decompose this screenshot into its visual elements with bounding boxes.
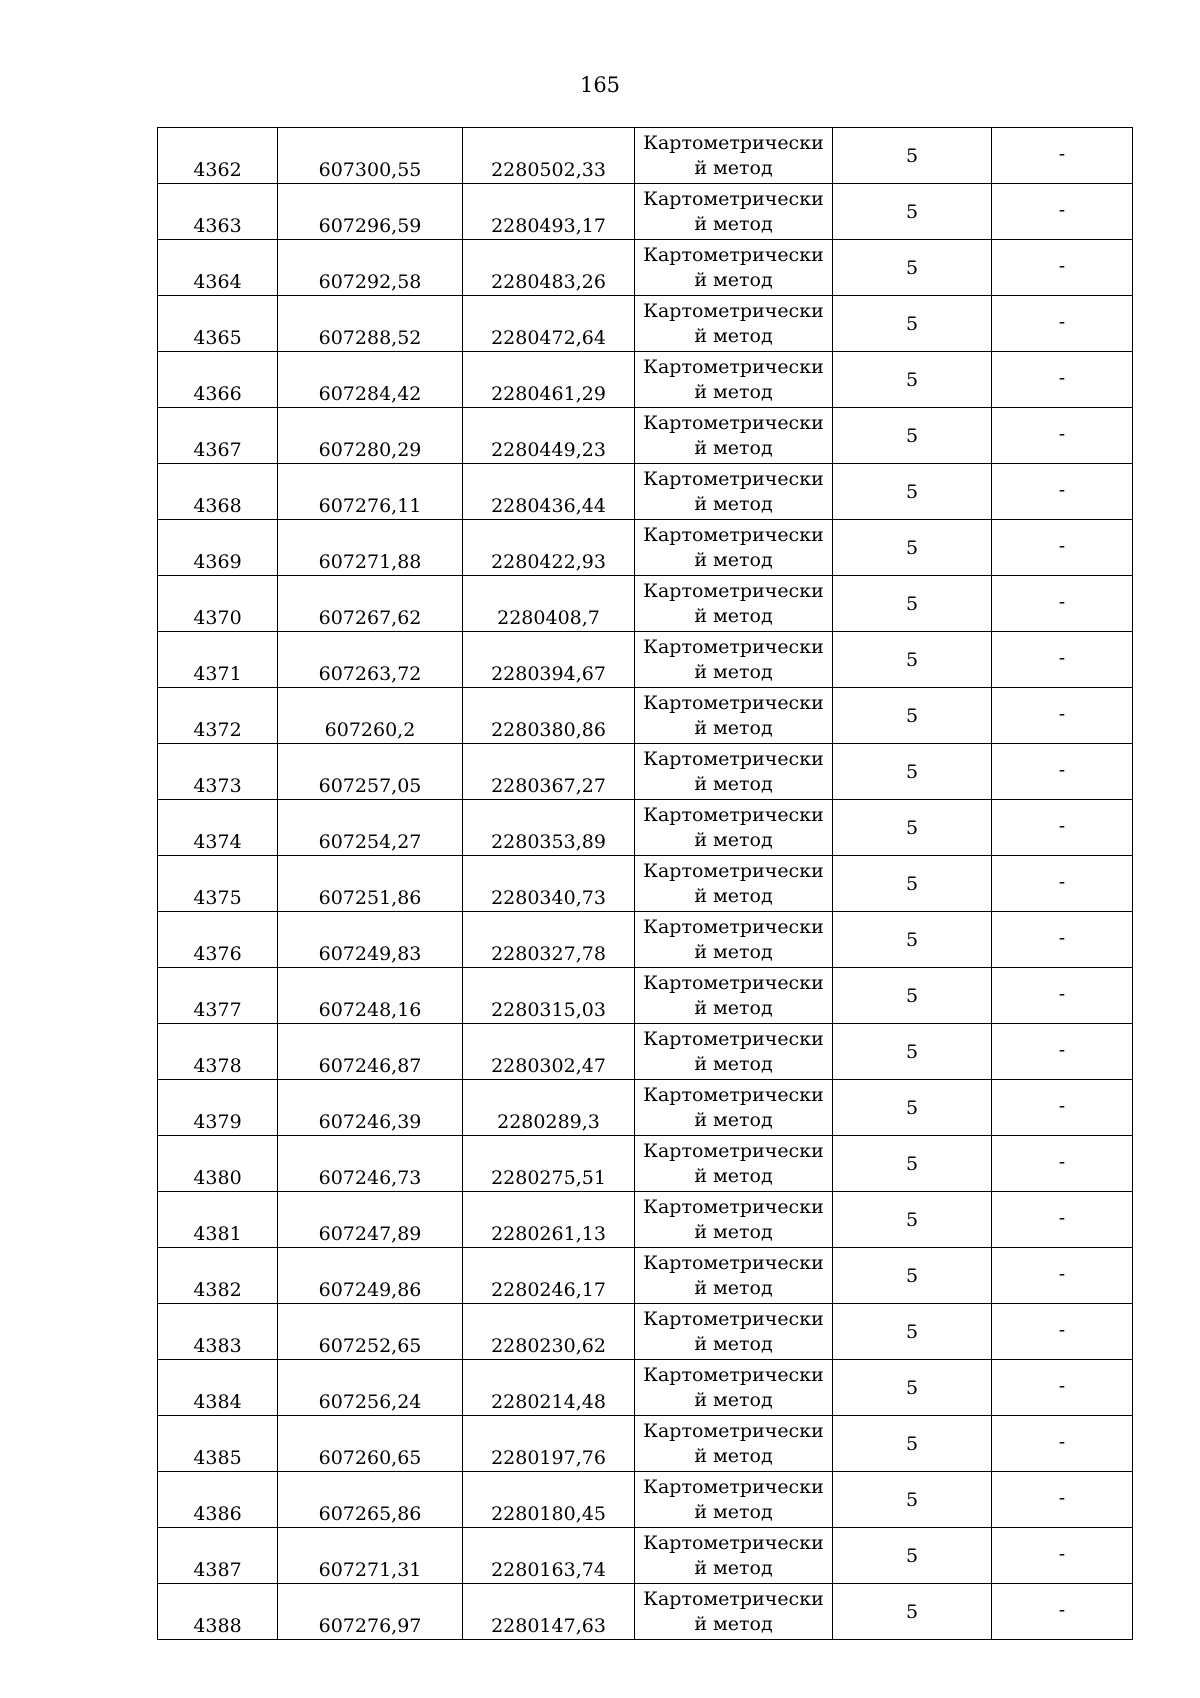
y-coordinate-cell: 2280163,74 xyxy=(463,1528,635,1584)
accuracy-cell: 5 xyxy=(833,1080,992,1136)
y-coordinate-cell: 2280147,63 xyxy=(463,1584,635,1640)
method-line-2: й метод xyxy=(694,380,773,403)
method-line-1: Картометрически xyxy=(643,1307,824,1330)
note-cell: - xyxy=(992,744,1133,800)
x-coordinate-cell: 607248,16 xyxy=(278,968,463,1024)
method-line-2: й метод xyxy=(694,1332,773,1355)
point-number-cell: 4363 xyxy=(158,184,278,240)
method-cell xyxy=(635,464,833,520)
table-row xyxy=(158,1528,1133,1584)
y-coordinate-cell: 2280230,62 xyxy=(463,1304,635,1360)
y-coordinate-cell: 2280461,29 xyxy=(463,352,635,408)
accuracy-cell: 5 xyxy=(833,576,992,632)
method-line-2: й метод xyxy=(694,1444,773,1467)
method-cell xyxy=(635,1024,833,1080)
x-coordinate-cell: 607247,89 xyxy=(278,1192,463,1248)
method-cell xyxy=(635,296,833,352)
x-coordinate-cell: 607265,86 xyxy=(278,1472,463,1528)
accuracy-cell: 5 xyxy=(833,856,992,912)
method-line-2: й метод xyxy=(694,828,773,851)
point-number-cell: 4384 xyxy=(158,1360,278,1416)
method-line-2: й метод xyxy=(694,1388,773,1411)
table-row xyxy=(158,1024,1133,1080)
method-line-1: Картометрически xyxy=(643,1587,824,1610)
method-line-1: Картометрически xyxy=(643,803,824,826)
table-row xyxy=(158,912,1133,968)
note-cell: - xyxy=(992,1584,1133,1640)
point-number-cell: 4364 xyxy=(158,240,278,296)
note-cell: - xyxy=(992,1080,1133,1136)
table-row xyxy=(158,1472,1133,1528)
point-number-cell: 4375 xyxy=(158,856,278,912)
method-line-2: й метод xyxy=(694,156,773,179)
method-line-2: й метод xyxy=(694,604,773,627)
note-cell: - xyxy=(992,856,1133,912)
accuracy-cell: 5 xyxy=(833,968,992,1024)
x-coordinate-cell: 607300,55 xyxy=(278,128,463,184)
y-coordinate-cell: 2280275,51 xyxy=(463,1136,635,1192)
note-cell: - xyxy=(992,1024,1133,1080)
accuracy-cell: 5 xyxy=(833,128,992,184)
accuracy-cell: 5 xyxy=(833,1416,992,1472)
point-number-cell: 4381 xyxy=(158,1192,278,1248)
table-row xyxy=(158,1192,1133,1248)
x-coordinate-cell: 607246,39 xyxy=(278,1080,463,1136)
y-coordinate-cell: 2280422,93 xyxy=(463,520,635,576)
table-row xyxy=(158,128,1133,184)
table-row xyxy=(158,576,1133,632)
table-row xyxy=(158,1360,1133,1416)
method-line-1: Картометрически xyxy=(643,467,824,490)
note-cell: - xyxy=(992,800,1133,856)
method-cell xyxy=(635,856,833,912)
table-row xyxy=(158,1136,1133,1192)
method-line-1: Картометрически xyxy=(643,1083,824,1106)
x-coordinate-cell: 607252,65 xyxy=(278,1304,463,1360)
method-line-2: й метод xyxy=(694,1556,773,1579)
accuracy-cell: 5 xyxy=(833,1248,992,1304)
point-number-cell: 4388 xyxy=(158,1584,278,1640)
x-coordinate-cell: 607249,86 xyxy=(278,1248,463,1304)
x-coordinate-cell: 607251,86 xyxy=(278,856,463,912)
table-row xyxy=(158,1248,1133,1304)
point-number-cell: 4366 xyxy=(158,352,278,408)
method-line-1: Картометрически xyxy=(643,1475,824,1498)
method-cell xyxy=(635,632,833,688)
y-coordinate-cell: 2280214,48 xyxy=(463,1360,635,1416)
x-coordinate-cell: 607256,24 xyxy=(278,1360,463,1416)
point-number-cell: 4367 xyxy=(158,408,278,464)
method-line-1: Картометрически xyxy=(643,243,824,266)
method-cell xyxy=(635,408,833,464)
table-row xyxy=(158,688,1133,744)
method-line-2: й метод xyxy=(694,212,773,235)
method-line-2: й метод xyxy=(694,996,773,1019)
y-coordinate-cell: 2280261,13 xyxy=(463,1192,635,1248)
accuracy-cell: 5 xyxy=(833,632,992,688)
table-row xyxy=(158,1080,1133,1136)
x-coordinate-cell: 607260,2 xyxy=(278,688,463,744)
method-line-1: Картометрически xyxy=(643,1531,824,1554)
y-coordinate-cell: 2280483,26 xyxy=(463,240,635,296)
table-row xyxy=(158,296,1133,352)
point-number-cell: 4385 xyxy=(158,1416,278,1472)
accuracy-cell: 5 xyxy=(833,352,992,408)
method-line-1: Картометрически xyxy=(643,1139,824,1162)
method-line-1: Картометрически xyxy=(643,523,824,546)
table-row xyxy=(158,856,1133,912)
accuracy-cell: 5 xyxy=(833,1584,992,1640)
method-cell xyxy=(635,1080,833,1136)
y-coordinate-cell: 2280289,3 xyxy=(463,1080,635,1136)
method-line-2: й метод xyxy=(694,1276,773,1299)
point-number-cell: 4383 xyxy=(158,1304,278,1360)
x-coordinate-cell: 607296,59 xyxy=(278,184,463,240)
point-number-cell: 4369 xyxy=(158,520,278,576)
point-number-cell: 4379 xyxy=(158,1080,278,1136)
table-row xyxy=(158,520,1133,576)
accuracy-cell: 5 xyxy=(833,296,992,352)
table-row xyxy=(158,352,1133,408)
method-line-2: й метод xyxy=(694,268,773,291)
method-line-1: Картометрически xyxy=(643,299,824,322)
table-row xyxy=(158,408,1133,464)
method-cell xyxy=(635,800,833,856)
note-cell: - xyxy=(992,184,1133,240)
y-coordinate-cell: 2280408,7 xyxy=(463,576,635,632)
y-coordinate-cell: 2280367,27 xyxy=(463,744,635,800)
method-cell xyxy=(635,520,833,576)
accuracy-cell: 5 xyxy=(833,688,992,744)
note-cell: - xyxy=(992,352,1133,408)
method-line-2: й метод xyxy=(694,884,773,907)
method-cell xyxy=(635,1304,833,1360)
method-line-2: й метод xyxy=(694,436,773,459)
accuracy-cell: 5 xyxy=(833,1192,992,1248)
x-coordinate-cell: 607246,87 xyxy=(278,1024,463,1080)
note-cell: - xyxy=(992,912,1133,968)
accuracy-cell: 5 xyxy=(833,184,992,240)
point-number-cell: 4386 xyxy=(158,1472,278,1528)
accuracy-cell: 5 xyxy=(833,1136,992,1192)
method-line-2: й метод xyxy=(694,1612,773,1635)
note-cell: - xyxy=(992,576,1133,632)
x-coordinate-cell: 607271,31 xyxy=(278,1528,463,1584)
note-cell: - xyxy=(992,1416,1133,1472)
method-line-2: й метод xyxy=(694,1052,773,1075)
note-cell: - xyxy=(992,632,1133,688)
note-cell: - xyxy=(992,1136,1133,1192)
x-coordinate-cell: 607271,88 xyxy=(278,520,463,576)
point-number-cell: 4374 xyxy=(158,800,278,856)
method-line-1: Картометрически xyxy=(643,1419,824,1442)
note-cell: - xyxy=(992,240,1133,296)
note-cell: - xyxy=(992,1248,1133,1304)
accuracy-cell: 5 xyxy=(833,1304,992,1360)
method-cell xyxy=(635,352,833,408)
note-cell: - xyxy=(992,464,1133,520)
x-coordinate-cell: 607288,52 xyxy=(278,296,463,352)
method-line-2: й метод xyxy=(694,940,773,963)
x-coordinate-cell: 607292,58 xyxy=(278,240,463,296)
x-coordinate-cell: 607257,05 xyxy=(278,744,463,800)
method-line-1: Картометрически xyxy=(643,691,824,714)
x-coordinate-cell: 607260,65 xyxy=(278,1416,463,1472)
table-body xyxy=(158,128,1133,1640)
table-row xyxy=(158,632,1133,688)
note-cell: - xyxy=(992,128,1133,184)
coordinates-table xyxy=(157,127,1133,1640)
x-coordinate-cell: 607263,72 xyxy=(278,632,463,688)
method-cell xyxy=(635,576,833,632)
method-line-1: Картометрически xyxy=(643,915,824,938)
y-coordinate-cell: 2280340,73 xyxy=(463,856,635,912)
method-line-2: й метод xyxy=(694,1220,773,1243)
y-coordinate-cell: 2280197,76 xyxy=(463,1416,635,1472)
note-cell: - xyxy=(992,296,1133,352)
method-line-1: Картометрически xyxy=(643,1251,824,1274)
point-number-cell: 4365 xyxy=(158,296,278,352)
method-cell xyxy=(635,968,833,1024)
y-coordinate-cell: 2280493,17 xyxy=(463,184,635,240)
method-line-2: й метод xyxy=(694,492,773,515)
accuracy-cell: 5 xyxy=(833,408,992,464)
method-line-2: й метод xyxy=(694,1164,773,1187)
point-number-cell: 4378 xyxy=(158,1024,278,1080)
table-row xyxy=(158,744,1133,800)
method-line-2: й метод xyxy=(694,324,773,347)
note-cell: - xyxy=(992,968,1133,1024)
method-line-2: й метод xyxy=(694,1108,773,1131)
y-coordinate-cell: 2280180,45 xyxy=(463,1472,635,1528)
method-line-1: Картометрически xyxy=(643,1027,824,1050)
accuracy-cell: 5 xyxy=(833,1360,992,1416)
method-line-2: й метод xyxy=(694,660,773,683)
accuracy-cell: 5 xyxy=(833,240,992,296)
table-row xyxy=(158,184,1133,240)
table-row xyxy=(158,1416,1133,1472)
x-coordinate-cell: 607276,97 xyxy=(278,1584,463,1640)
y-coordinate-cell: 2280380,86 xyxy=(463,688,635,744)
point-number-cell: 4372 xyxy=(158,688,278,744)
y-coordinate-cell: 2280353,89 xyxy=(463,800,635,856)
method-cell xyxy=(635,1136,833,1192)
method-cell xyxy=(635,240,833,296)
method-line-1: Картометрически xyxy=(643,187,824,210)
point-number-cell: 4380 xyxy=(158,1136,278,1192)
note-cell: - xyxy=(992,688,1133,744)
table-row xyxy=(158,800,1133,856)
accuracy-cell: 5 xyxy=(833,1472,992,1528)
note-cell: - xyxy=(992,520,1133,576)
x-coordinate-cell: 607254,27 xyxy=(278,800,463,856)
method-cell xyxy=(635,1528,833,1584)
accuracy-cell: 5 xyxy=(833,1528,992,1584)
y-coordinate-cell: 2280436,44 xyxy=(463,464,635,520)
method-cell xyxy=(635,128,833,184)
method-cell xyxy=(635,688,833,744)
accuracy-cell: 5 xyxy=(833,912,992,968)
accuracy-cell: 5 xyxy=(833,520,992,576)
x-coordinate-cell: 607276,11 xyxy=(278,464,463,520)
accuracy-cell: 5 xyxy=(833,1024,992,1080)
x-coordinate-cell: 607280,29 xyxy=(278,408,463,464)
method-cell xyxy=(635,1360,833,1416)
method-cell xyxy=(635,1472,833,1528)
method-line-1: Картометрически xyxy=(643,579,824,602)
note-cell: - xyxy=(992,1472,1133,1528)
point-number-cell: 4376 xyxy=(158,912,278,968)
method-cell xyxy=(635,744,833,800)
accuracy-cell: 5 xyxy=(833,464,992,520)
x-coordinate-cell: 607246,73 xyxy=(278,1136,463,1192)
method-line-1: Картометрически xyxy=(643,859,824,882)
note-cell: - xyxy=(992,408,1133,464)
accuracy-cell: 5 xyxy=(833,800,992,856)
method-cell xyxy=(635,1584,833,1640)
method-line-1: Картометрически xyxy=(643,355,824,378)
method-cell xyxy=(635,184,833,240)
y-coordinate-cell: 2280327,78 xyxy=(463,912,635,968)
x-coordinate-cell: 607284,42 xyxy=(278,352,463,408)
note-cell: - xyxy=(992,1360,1133,1416)
method-line-2: й метод xyxy=(694,716,773,739)
point-number-cell: 4382 xyxy=(158,1248,278,1304)
method-line-1: Картометрически xyxy=(643,747,824,770)
y-coordinate-cell: 2280449,23 xyxy=(463,408,635,464)
method-line-1: Картометрически xyxy=(643,411,824,434)
y-coordinate-cell: 2280315,03 xyxy=(463,968,635,1024)
point-number-cell: 4368 xyxy=(158,464,278,520)
x-coordinate-cell: 607249,83 xyxy=(278,912,463,968)
point-number-cell: 4377 xyxy=(158,968,278,1024)
y-coordinate-cell: 2280302,47 xyxy=(463,1024,635,1080)
method-line-2: й метод xyxy=(694,772,773,795)
y-coordinate-cell: 2280246,17 xyxy=(463,1248,635,1304)
accuracy-cell: 5 xyxy=(833,744,992,800)
y-coordinate-cell: 2280394,67 xyxy=(463,632,635,688)
method-cell xyxy=(635,1248,833,1304)
method-line-2: й метод xyxy=(694,548,773,571)
point-number-cell: 4387 xyxy=(158,1528,278,1584)
table-row xyxy=(158,1304,1133,1360)
table-row xyxy=(158,240,1133,296)
table-row xyxy=(158,968,1133,1024)
method-line-2: й метод xyxy=(694,1500,773,1523)
y-coordinate-cell: 2280502,33 xyxy=(463,128,635,184)
note-cell: - xyxy=(992,1192,1133,1248)
method-line-1: Картометрически xyxy=(643,1195,824,1218)
point-number-cell: 4370 xyxy=(158,576,278,632)
method-line-1: Картометрически xyxy=(643,971,824,994)
page-number: 165 xyxy=(579,73,621,97)
method-line-1: Картометрически xyxy=(643,131,824,154)
point-number-cell: 4373 xyxy=(158,744,278,800)
table-row xyxy=(158,1584,1133,1640)
note-cell: - xyxy=(992,1304,1133,1360)
note-cell: - xyxy=(992,1528,1133,1584)
point-number-cell: 4371 xyxy=(158,632,278,688)
method-line-1: Картометрически xyxy=(643,1363,824,1386)
x-coordinate-cell: 607267,62 xyxy=(278,576,463,632)
method-cell xyxy=(635,1416,833,1472)
y-coordinate-cell: 2280472,64 xyxy=(463,296,635,352)
table-row xyxy=(158,464,1133,520)
method-cell xyxy=(635,1192,833,1248)
point-number-cell: 4362 xyxy=(158,128,278,184)
method-cell xyxy=(635,912,833,968)
method-line-1: Картометрически xyxy=(643,635,824,658)
